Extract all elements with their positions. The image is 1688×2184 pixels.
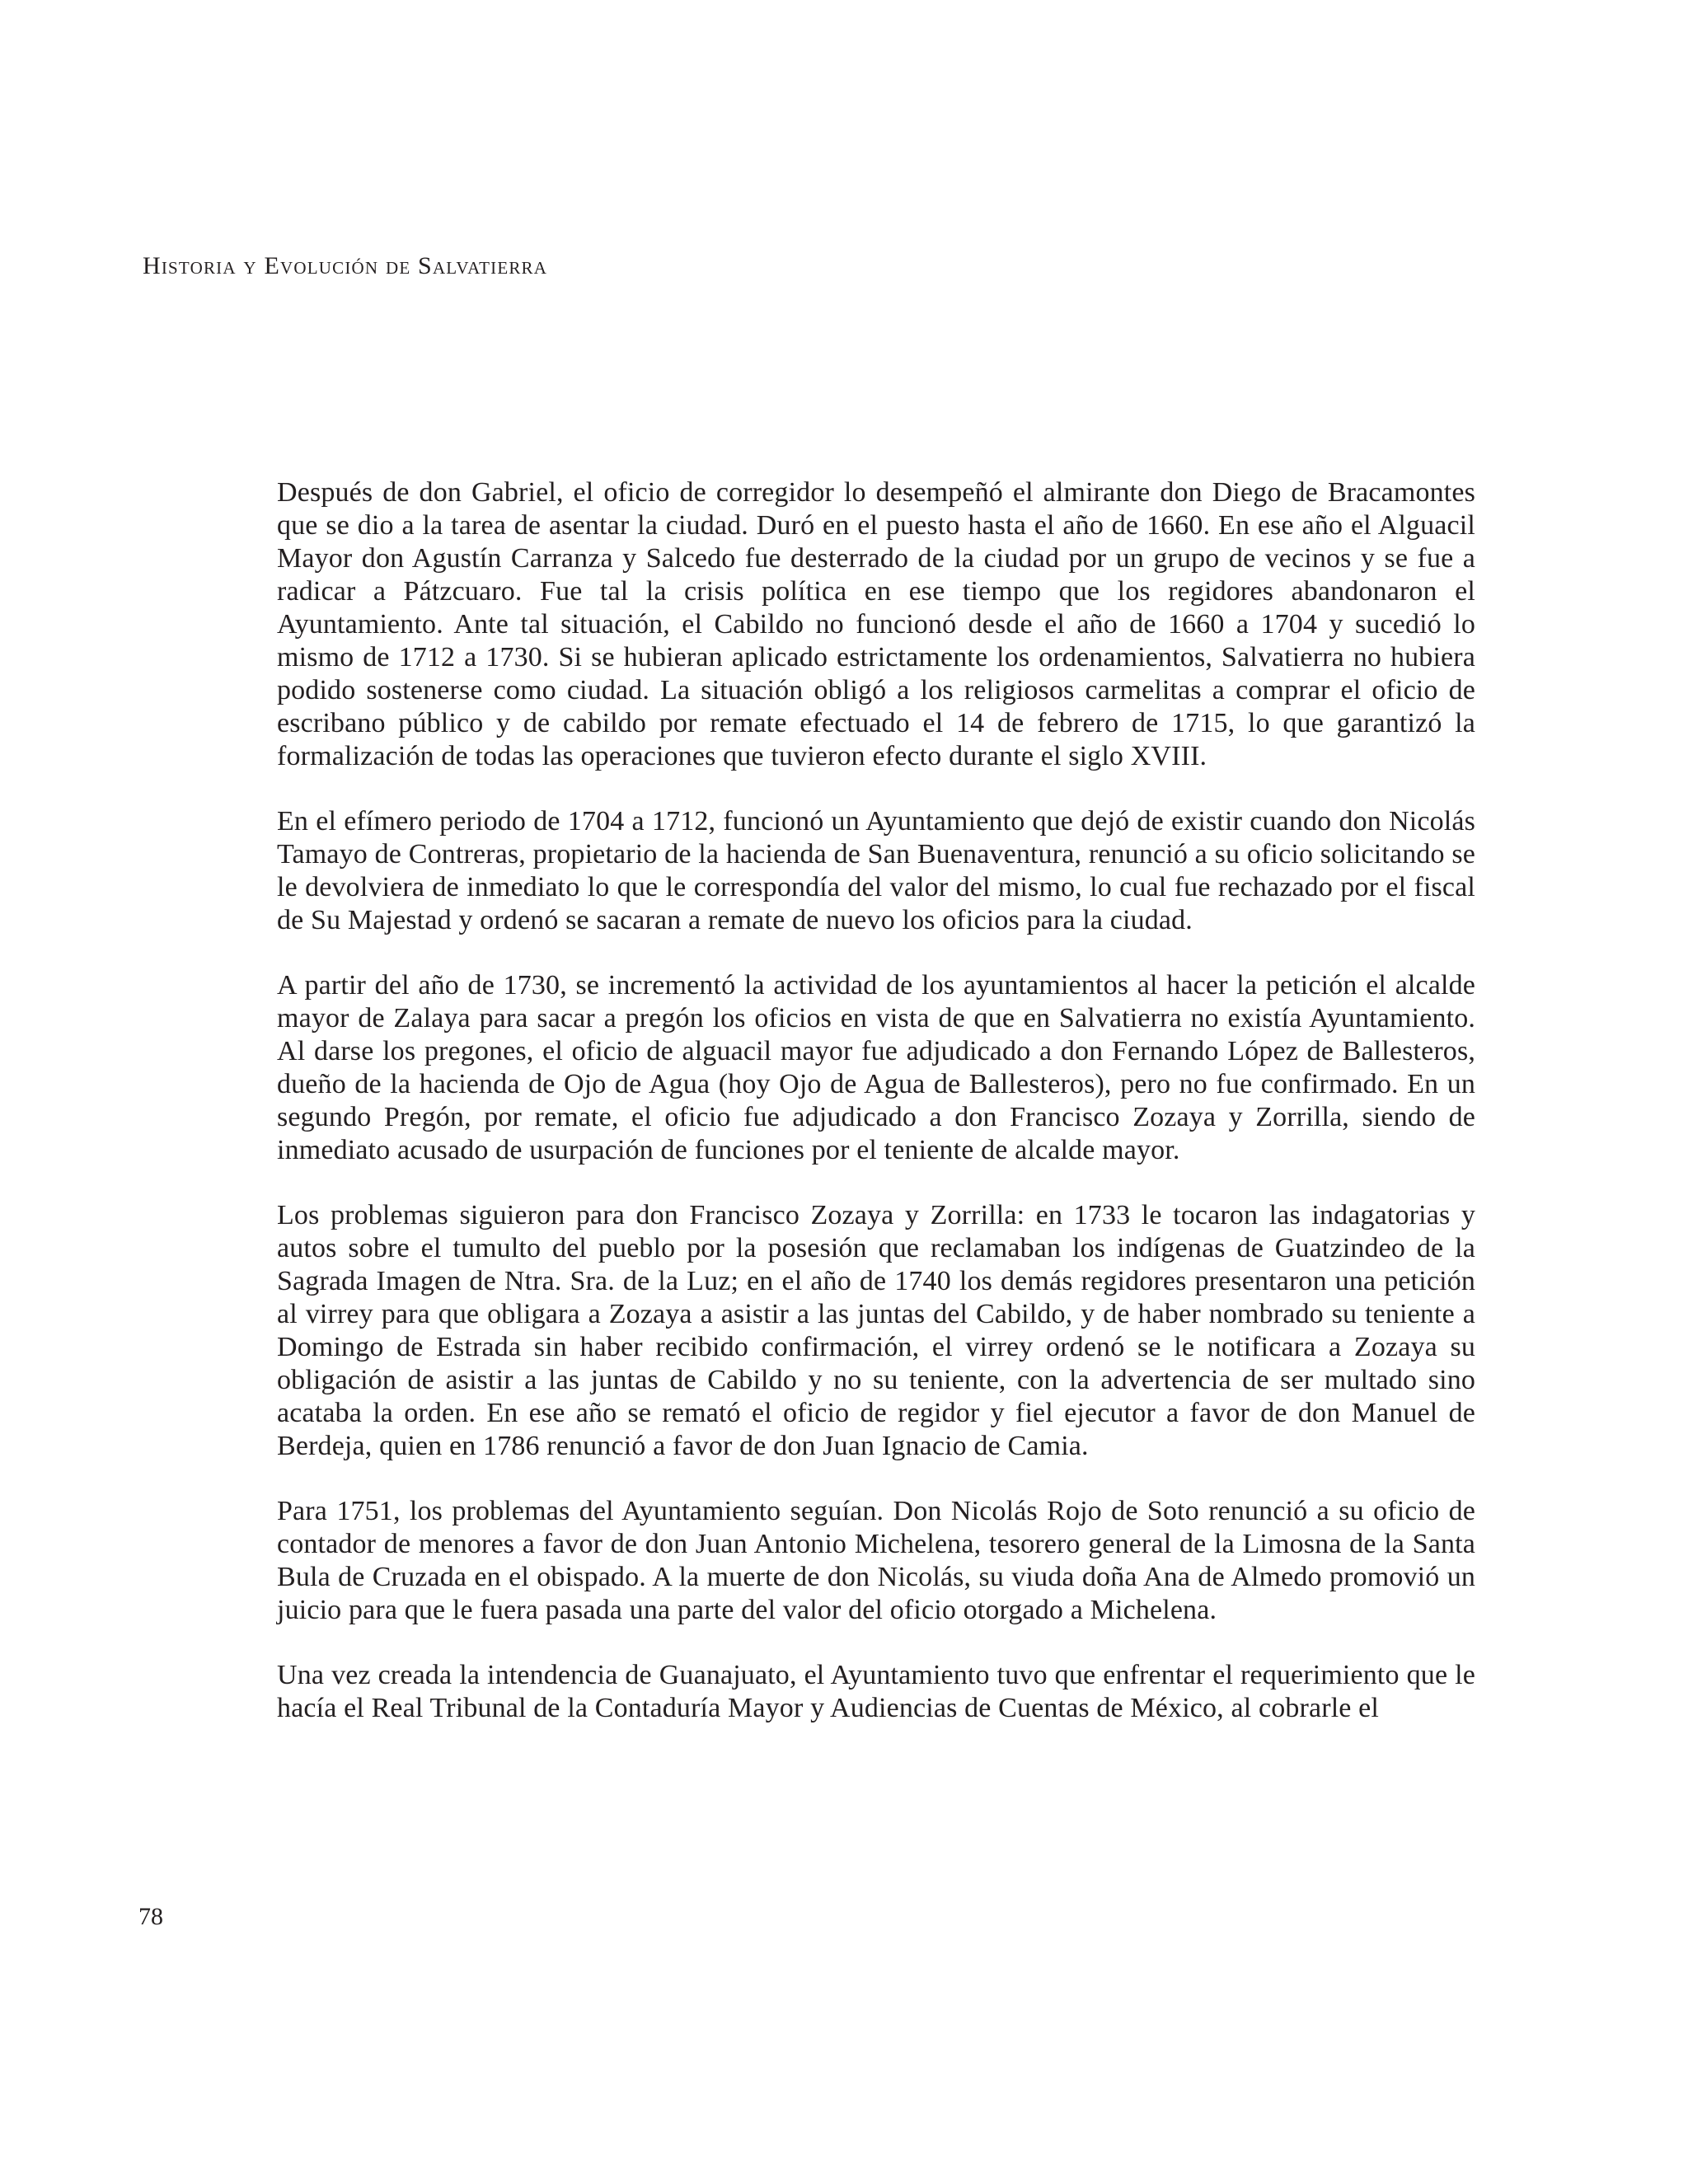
paragraph-6: Una vez creada la intendencia de Guanajuato, el Ayuntamiento tuvo que enfrentar el requerimiento que le hacía el Real Tribunal de la Contaduría Mayor y Audiencias de Cuentas de México, al cobrarle el [277,1660,1475,1723]
body-text [277,476,1475,1757]
paragraph-5: Para 1751, los problemas del Ayuntamiento seguían. Don Nicolás Rojo de Soto renunció a su oficio de contador de menores a favor de don Juan Antonio Michelena, tesorero general de la Limosna de la Santa Bula de Cruzada en el obispado. A la muerte de don Nicolás, su viuda doña Ana de Almedo promovió un juicio para que le fuera pasada una parte del valor del oficio otorgado a Michelena. [277,1496,1475,1625]
paragraph-2: En el efímero periodo de 1704 a 1712, funcionó un Ayuntamiento que dejó de existir cuando don Nicolás Tamayo de Contreras, propietario de la hacienda de San Buenaventura, renunció a su oficio solicitando se le devolviera de inmediato lo que le correspondía del valor del mismo, lo cual fue rechazado por el fiscal de Su Majestad y ordenó se sacaran a remate de nuevo los oficios para la ciudad. [277,806,1475,935]
page-number: 78 [138,1903,163,1930]
running-head-title: Historia y Evolución de Salvatierra [143,252,548,279]
paragraph-1: Después de don Gabriel, el oficio de corregidor lo desempeñó el almirante don Diego de Bracamontes que se dio a la tarea de asentar la ciudad. Duró en el puesto hasta el año de 1660. En ese año el Alguacil Mayor don Agustín Carranza y Salcedo fue desterrado de la ciudad por un grupo de vecinos y se fue a radicar a Pátzcuaro. Fue tal la crisis política en ese tiempo que los regidores abandonaron el Ayuntamiento. Ante tal situación, el Cabildo no funcionó desde el año de 1660 a 1704 y sucedió lo mismo de 1712 a 1730. Si se hubieran aplicado estrictamente los ordenamientos, Salvatierra no hubiera podido sostenerse como ciudad. La situación obligó a los religiosos carmelitas a comprar el oficio de escribano público y de cabildo por remate efectuado el 14 de febrero de 1715, lo que garantizó la formalización de todas las operaciones que tuvieron efecto durante el siglo XVIII. [277,477,1475,771]
paragraph-3: A partir del año de 1730, se incrementó la actividad de los ayuntamientos al hacer la petición el alcalde mayor de Zalaya para sacar a pregón los oficios en vista de que en Salvatierra no existía Ayuntamiento. Al darse los pregones, el oficio de alguacil mayor fue adjudicado a don Fernando López de Ballesteros, dueño de la hacienda de Ojo de Agua (hoy Ojo de Agua de Ballesteros), pero no fue confirmado. En un segundo Pregón, por remate, el oficio fue adjudicado a don Francisco Zozaya y Zorrilla, siendo de inmediato acusado de usurpación de funciones por el teniente de alcalde mayor. [277,970,1475,1165]
paragraph-4: Los problemas siguieron para don Francisco Zozaya y Zorrilla: en 1733 le tocaron las indagatorias y autos sobre el tumulto del pueblo por la posesión que reclamaban los indígenas de Guatzindeo de la Sagrada Imagen de Ntra. Sra. de la Luz; en el año de 1740 los demás regidores presentaron una petición al virrey para que obligara a Zozaya a asistir a las juntas del Cabildo, y de haber nombrado su teniente a Domingo de Estrada sin haber recibido confirmación, el virrey ordenó se le notificara a Zozaya su obligación de asistir a las juntas de Cabildo y no su teniente, con la advertencia de ser multado sino acataba la orden. En ese año se remató el oficio de regidor y fiel ejecutor a favor de don Manuel de Berdeja, quien en 1786 renunció a favor de don Juan Ignacio de Camia. [277,1200,1475,1461]
